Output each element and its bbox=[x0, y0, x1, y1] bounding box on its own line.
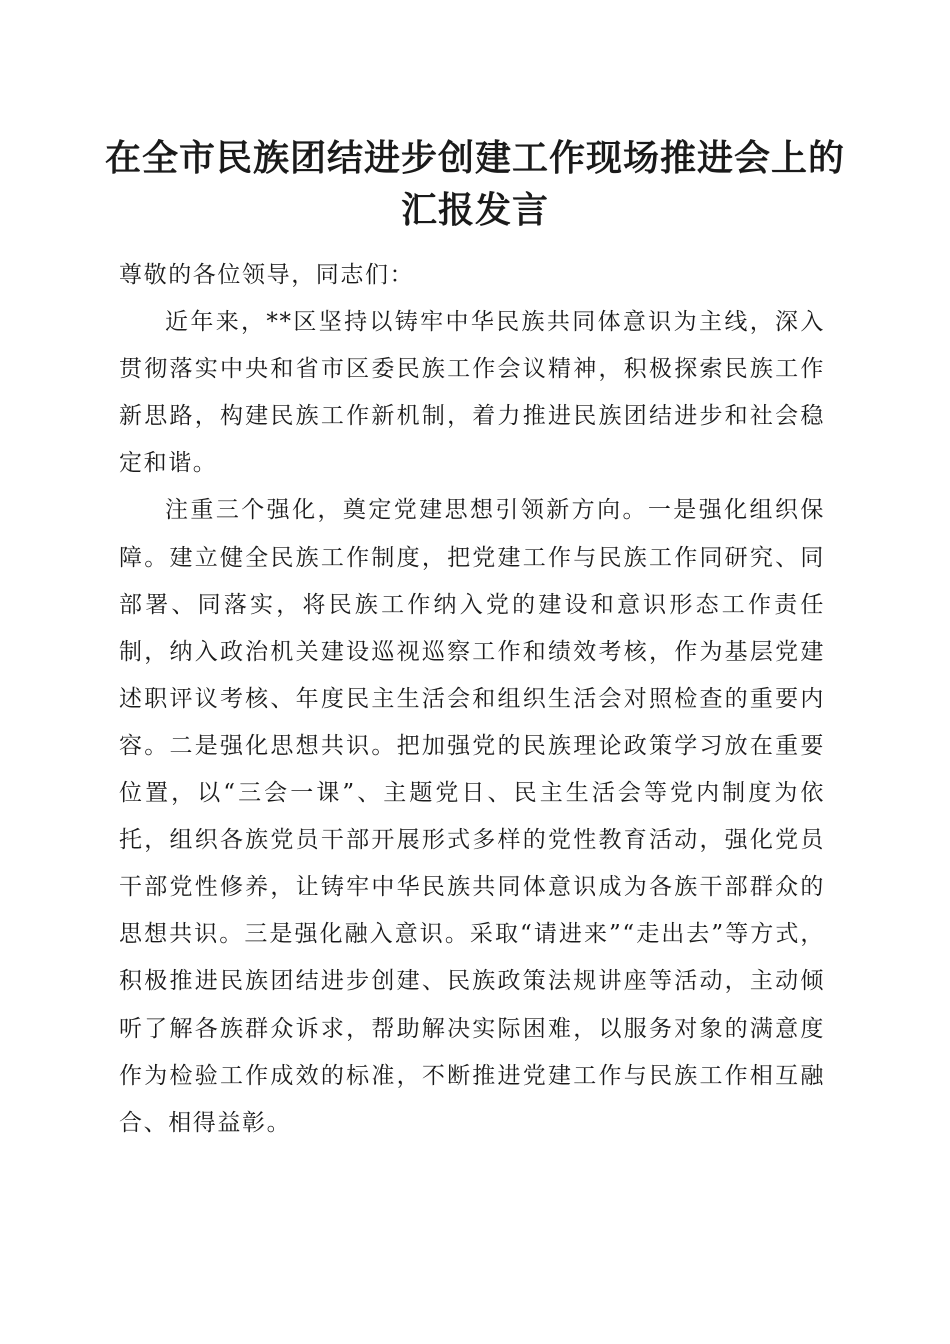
document-title bbox=[100, 132, 850, 236]
salutation: 尊敬的各位领导，同志们： bbox=[119, 262, 415, 288]
title-line-1: 在全市民族团结进步创建工作现场推进会上的 bbox=[104, 137, 845, 179]
paragraph-intro: 近年来，**区坚持以铸牢中华民族共同体意识为主线，深入贯彻落实中央和省市区委民族工作会议精神，积极探索民族工作新思路，构建民族工作新机制，着力推进民族团结进步和社会稳定和谐。 bbox=[119, 309, 825, 477]
document-body bbox=[119, 252, 825, 1147]
paragraph-party-building: 注重三个强化，奠定党建思想引领新方向。一是强化组织保障。建立健全民族工作制度，把党建工作与民族工作同研究、同部署、同落实，将民族工作纳入党的建设和意识形态工作责任制，纳入政治机关建设巡视巡察工作和绩效考核，作为基层党建述职评议考核、年度民主生活会和组织生活会对照检查的重要内容。二是强化思想共识。把加强党的民族理论政策学习放在重要位置，以“三会一课”、主题党日、民主生活会等党内制度为依托，组织各族党员干部开展形式多样的党性教育活动，强化党员干部党性修养，让铸牢中华民族共同体意识成为各族干部群众的思想共识。三是强化融入意识。采取“请进来”“走出去”等方式，积极推进民族团结进步创建、民族政策法规讲座等活动，主动倾听了解各族群众诉求，帮助解决实际困难，以服务对象的满意度作为检验工作成效的标准，不断推进党建工作与民族工作相互融合、相得益彰。 bbox=[119, 497, 825, 1136]
title-line-2: 汇报发言 bbox=[400, 189, 549, 231]
